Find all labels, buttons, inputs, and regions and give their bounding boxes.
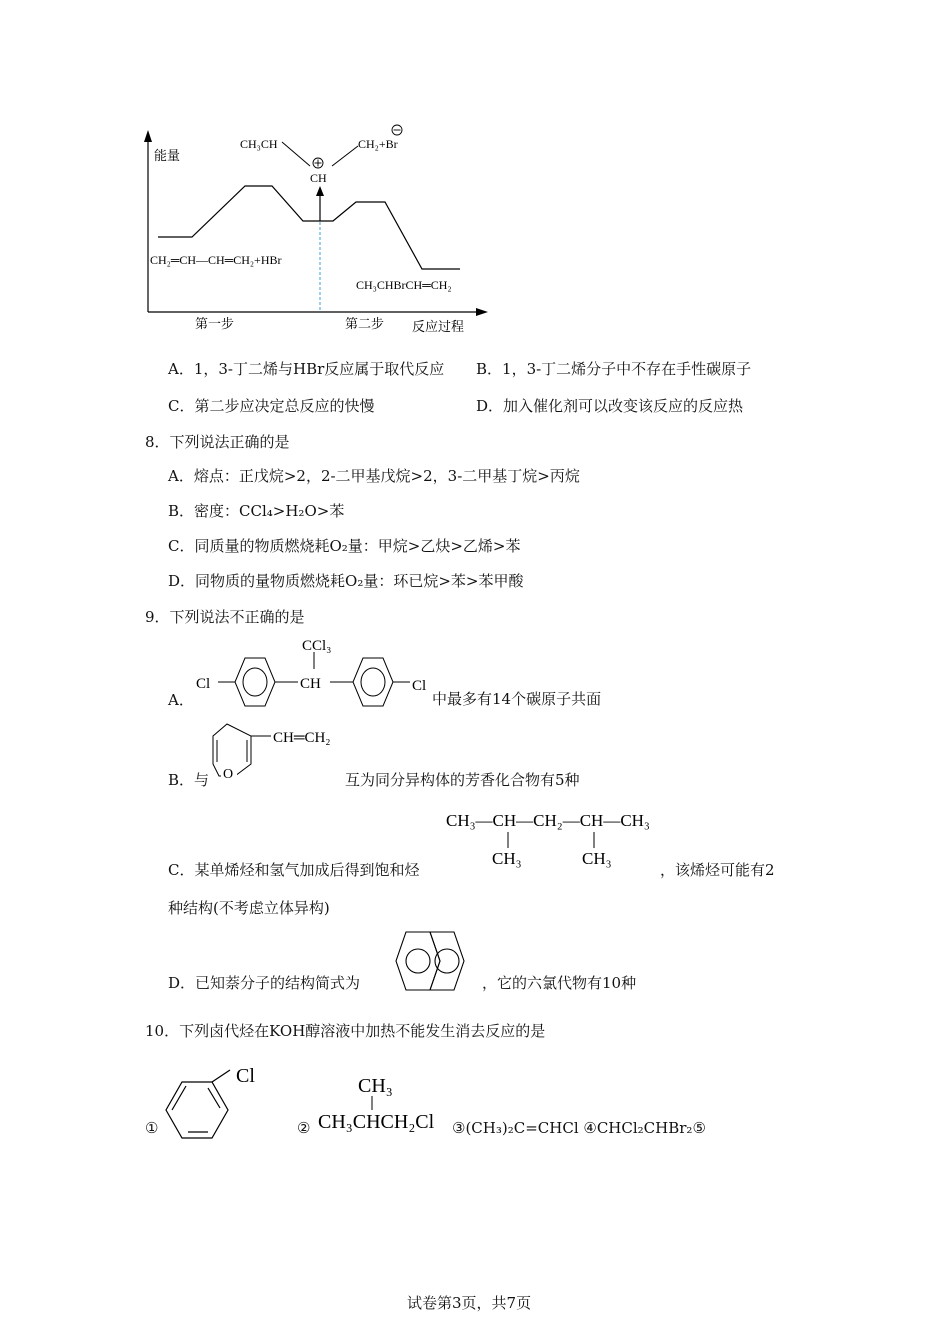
q8-option-a: A．熔点：正戊烷>2，2-二甲基戊烷>2，3-二甲基丁烷>丙烷	[168, 467, 580, 485]
alkane-sub-1: CH₃	[492, 849, 522, 868]
step2-label: 第二步	[345, 316, 385, 331]
q9-stem: 9．下列说法不正确的是	[145, 608, 305, 626]
pyran-structure	[205, 718, 355, 786]
q10-items-rest: ③(CH₃)₂C=CHCl ④CHCl₂CHBr₂⑤	[452, 1119, 706, 1137]
q7-option-d: D．加入催化剂可以改变该反应的反应热	[476, 397, 744, 415]
q8-option-c: C．同质量的物质燃烧耗O₂量：甲烷>乙炔>乙烯>苯	[168, 537, 521, 555]
ddt-ch: CH	[300, 676, 321, 692]
intermediate-mid-label: CH	[310, 171, 327, 185]
isobutyl-top-ch3: CH₃	[358, 1075, 393, 1097]
ddt-cl-right: Cl	[412, 678, 427, 694]
q9-option-a-label: A．	[168, 691, 194, 709]
q7-option-b: B．1，3-丁二烯分子中不存在手性碳原子	[476, 360, 752, 378]
reactants-label: CH₂═CH—CH═CH₂+HBr	[150, 253, 282, 267]
chlorobenzene-structure	[158, 1060, 288, 1156]
progress-axis-label: 反应过程	[412, 319, 465, 334]
alkane-sub-2: CH₃	[582, 849, 612, 868]
q9-option-d-label: D．已知萘分子的结构简式为	[168, 974, 361, 992]
q9-option-c-label: C．某单烯烃和氢气加成后得到饱和烃	[168, 861, 420, 879]
ddt-structure	[190, 636, 435, 711]
q9-option-b-label: B．与	[168, 771, 210, 789]
page-footer: 试卷第3页，共7页	[407, 1294, 532, 1312]
ddt-cl-left: Cl	[196, 676, 211, 692]
isobutyl-chloride-structure	[316, 1070, 456, 1134]
energy-axis-label: 能量	[154, 148, 181, 163]
q8-option-b: B．密度：CCl₄>H₂O>苯	[168, 502, 345, 520]
product-label: CH₃CHBrCH═CH₂	[356, 278, 452, 292]
q9-option-c-text-2: 种结构(不考虑立体异构)	[168, 899, 330, 917]
pyran-o: O	[223, 767, 234, 782]
q10-stem: 10．下列卤代烃在KOH醇溶液中加热不能发生消去反应的是	[145, 1022, 546, 1040]
alkane-main-chain: CH₃—CH—CH₂—CH—CH₃	[446, 811, 650, 830]
q9-option-b-text: 互为同分异构体的芳香化合物有5种	[345, 771, 580, 789]
q8-option-d: D．同物质的量物质燃烧耗O₂量：环已烷>苯>苯甲酸	[168, 572, 524, 590]
q8-stem: 8．下列说法正确的是	[145, 433, 290, 451]
q9-option-a-text: 中最多有14个碳原子共面	[432, 690, 602, 708]
q10-item-2-number: ②	[297, 1119, 311, 1137]
chlorobenzene-cl: Cl	[236, 1065, 255, 1087]
q7-option-a: A．1，3-丁二烯与HBr反应属于取代反应	[168, 360, 445, 378]
pyran-vinyl: CH═CH₂	[273, 730, 331, 746]
energy-diagram	[140, 120, 500, 340]
q7-option-c: C．第二步应决定总反应的快慢	[168, 397, 375, 415]
isobutyl-main: CH₃CHCH₂Cl	[318, 1111, 435, 1133]
intermediate-left-label: CH₃CH	[240, 137, 278, 151]
intermediate-right-label: CH₂+Br	[358, 137, 398, 151]
q9-option-d-text: ，它的六氯代物有10种	[482, 974, 637, 992]
alkane-structure	[444, 806, 669, 876]
step1-label: 第一步	[195, 316, 235, 331]
naphthalene-structure	[378, 928, 488, 994]
q9-option-c-text: ，该烯烃可能有2	[660, 861, 775, 879]
q10-item-1-number: ①	[145, 1119, 159, 1137]
ddt-ccl3: CCl₃	[302, 638, 332, 654]
